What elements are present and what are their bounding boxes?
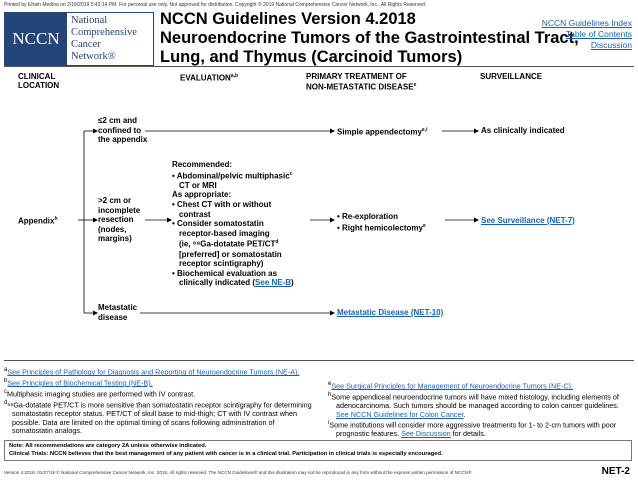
page-number: NET-2 <box>601 466 630 477</box>
col-header-surveillance: SURVEILLANCE <box>480 72 543 81</box>
as-clinically-indicated: As clinically indicated <box>481 126 565 135</box>
footnote-i <box>328 419 632 439</box>
footnote-mark: d <box>4 399 8 406</box>
footnote-ref: e <box>413 82 417 88</box>
node-line: the appendix <box>98 135 148 144</box>
biochemical-testing-link[interactable]: See Principles of Biochemical Testing (NE-B). <box>7 378 153 388</box>
logo-mark: NCCN <box>5 13 67 65</box>
eval-line: contrast <box>179 209 211 219</box>
footnote-divider <box>4 360 634 361</box>
col-header-line: NON-METASTATIC DISEASE <box>306 82 414 92</box>
logo-line: Cancer <box>71 39 101 50</box>
node-line: (nodes, <box>98 224 127 234</box>
surgical-principles-link[interactable]: See Surgical Principles for Management of Neuroendocrine Tumors (NE-C). <box>331 381 574 391</box>
eval-heading: Recommended: <box>172 160 233 169</box>
table-of-contents-link[interactable]: Table of Contents <box>565 29 632 39</box>
see-ne-b-link[interactable]: See NE-B <box>255 278 292 288</box>
eval-line: • Biochemical evaluation as <box>172 268 278 278</box>
footnote-ref: c <box>289 170 293 177</box>
footnote-ref: e <box>422 222 426 229</box>
col-header-label: EVALUATION <box>180 73 231 83</box>
note-line: Note: All recommendations are category 2A unless otherwise indicated. <box>9 443 207 449</box>
arrowhead <box>330 129 335 134</box>
arrowhead <box>474 218 479 223</box>
node-line: Metastatic <box>98 303 138 312</box>
arrowhead <box>330 311 335 316</box>
see-surveillance-link[interactable]: See Surveillance (NET-7) <box>481 216 575 225</box>
note-line: Clinical Trials: NCCN believes that the best management of any patient with cancer is in a clinical trial. Participation in clinical trials is especially encouraged. <box>9 451 443 457</box>
footnotes-right <box>328 380 632 439</box>
eval-heading: As appropriate: <box>172 190 232 200</box>
arrowhead <box>330 218 335 223</box>
guidelines-index-link[interactable]: NCCN Guidelines Index <box>541 18 632 28</box>
node-line: ≤2 cm and <box>98 116 138 125</box>
discussion-link[interactable]: Discussion <box>590 40 632 50</box>
treatment-line: • Re-exploration <box>337 212 399 221</box>
logo-line: Network® <box>71 51 116 62</box>
footnote-text: Some institutions will consider more aggressive treatments for 1- to 2-cm tumors with poor prognostic features. <box>329 420 617 439</box>
footnote-mark: e <box>328 381 332 387</box>
discussion-footnote-link[interactable]: See Discussion <box>401 429 451 439</box>
appendix-node <box>18 215 58 226</box>
simple-appendectomy <box>337 126 427 137</box>
footnote-b <box>4 377 316 388</box>
footnote-ref: h <box>54 216 58 222</box>
title-line: Neuroendocrine Tumors of the Gastrointestinal Tract, <box>160 29 579 47</box>
node-line: resection <box>98 215 134 224</box>
footnotes-left <box>4 366 316 436</box>
arrowhead <box>474 129 479 134</box>
size-small-node <box>98 116 147 145</box>
metastatic-disease-link[interactable]: Metastatic Disease (NET-10) <box>337 308 444 317</box>
footnote-h <box>328 391 632 419</box>
note-box <box>4 440 632 461</box>
pathology-principles-link[interactable]: See Principles of Pathology for Diagnosis and Reporting of Neuroendocrine Tumors (NE-A). <box>7 367 300 377</box>
eval-line: • Consider somatostatin <box>172 219 264 229</box>
footnote-mark: i <box>328 420 330 427</box>
eval-line: CT or MRI <box>179 180 217 190</box>
title-line: Lung, and Thymus (Carcinoid Tumors) <box>160 48 463 66</box>
node-line: confined to <box>98 125 142 135</box>
treatment-label: Simple appendectomy <box>337 127 422 137</box>
footnote-mark: a <box>4 367 8 373</box>
footnote-text: Multiphasic imaging studies are performed with IV contrast. <box>7 389 196 399</box>
colon-cancer-guidelines-link[interactable]: See NCCN Guidelines for Colon Cancer <box>336 409 464 419</box>
footnote-a <box>4 366 316 377</box>
node-line: >2 cm or <box>98 196 132 205</box>
eval-line: receptor scintigraphy) <box>179 259 264 269</box>
footnote-text: Some appendiceal neuroendocrine tumors will have mixed histology, including elements of adenocarcinoma. Such tumors should be managed according to colon cancer guidelines. <box>331 392 619 410</box>
eval-line: • Abdominal/pelvic multiphasic <box>172 171 290 181</box>
size-large-node <box>98 196 140 244</box>
logo-line: Comprehensive <box>71 27 137 38</box>
col-header-line: CLINICAL <box>18 72 56 81</box>
footnote-ref: e,i <box>421 127 428 133</box>
node-line: incomplete <box>98 205 141 215</box>
eval-line: • Chest CT with or without <box>172 200 272 210</box>
eval-line: (ie, ⁶⁸Ga-dotatate PET/CT <box>179 240 276 250</box>
footnote-c <box>4 388 316 399</box>
eval-line: [preferred] or somatostatin <box>179 249 282 259</box>
node-line: disease <box>98 312 128 322</box>
evaluation-box <box>172 160 312 288</box>
footnote-e <box>328 380 632 391</box>
footnote-ref: d <box>275 239 279 246</box>
appendix-label: Appendix <box>18 216 55 226</box>
title-line: NCCN Guidelines Version 4.2018 <box>160 10 416 28</box>
printed-by-line: Printed by Efrain Medina on 2/18/2019 5:43:14 PM. For personal use only. Not approved for distribution. Copyright © 2019 National Comprehensive Cancer Network, Inc., All Rights Reserved. <box>4 2 427 8</box>
treatment-line: • Right hemicolectomy <box>337 223 423 233</box>
node-line: margins) <box>98 234 132 243</box>
eval-line: ) <box>291 278 294 288</box>
footnote-text: for details. <box>450 429 486 439</box>
footnote-mark: b <box>4 377 8 384</box>
logo-line: National <box>71 15 108 26</box>
eval-line: clinically indicated ( <box>179 278 256 288</box>
footnote-mark: h <box>328 391 332 398</box>
col-header-line: PRIMARY TREATMENT OF <box>306 72 407 81</box>
footnote-d <box>4 399 316 436</box>
eval-line: receptor-based imaging <box>179 228 270 238</box>
footnote-mark: c <box>4 388 7 395</box>
reexploration-options <box>337 212 426 233</box>
footnote-text: . <box>463 409 466 419</box>
metastatic-node <box>98 303 137 322</box>
footnote-ref: a,b <box>230 73 239 79</box>
col-header-line: LOCATION <box>18 81 60 90</box>
footnote-text: ⁶⁸Ga-dotatate PET/CT is more sensitive than somatostatin receptor scintigraphy for determining somatostatin receptor status. PET/CT of skull base to mid-thigh; CT with IV contrast when possible. Data are limited on the optimal timing of scans following administration of somatostatin analogs. <box>7 400 312 436</box>
copyright-line: Version 4.2018, 01/27/19 © National Comprehensive Cancer Network, Inc. 2019, All rights reserved. The NCCN Guidelines® and this illustration may not be reproduced in any form without the express written permission of NCCN®. <box>4 470 473 475</box>
